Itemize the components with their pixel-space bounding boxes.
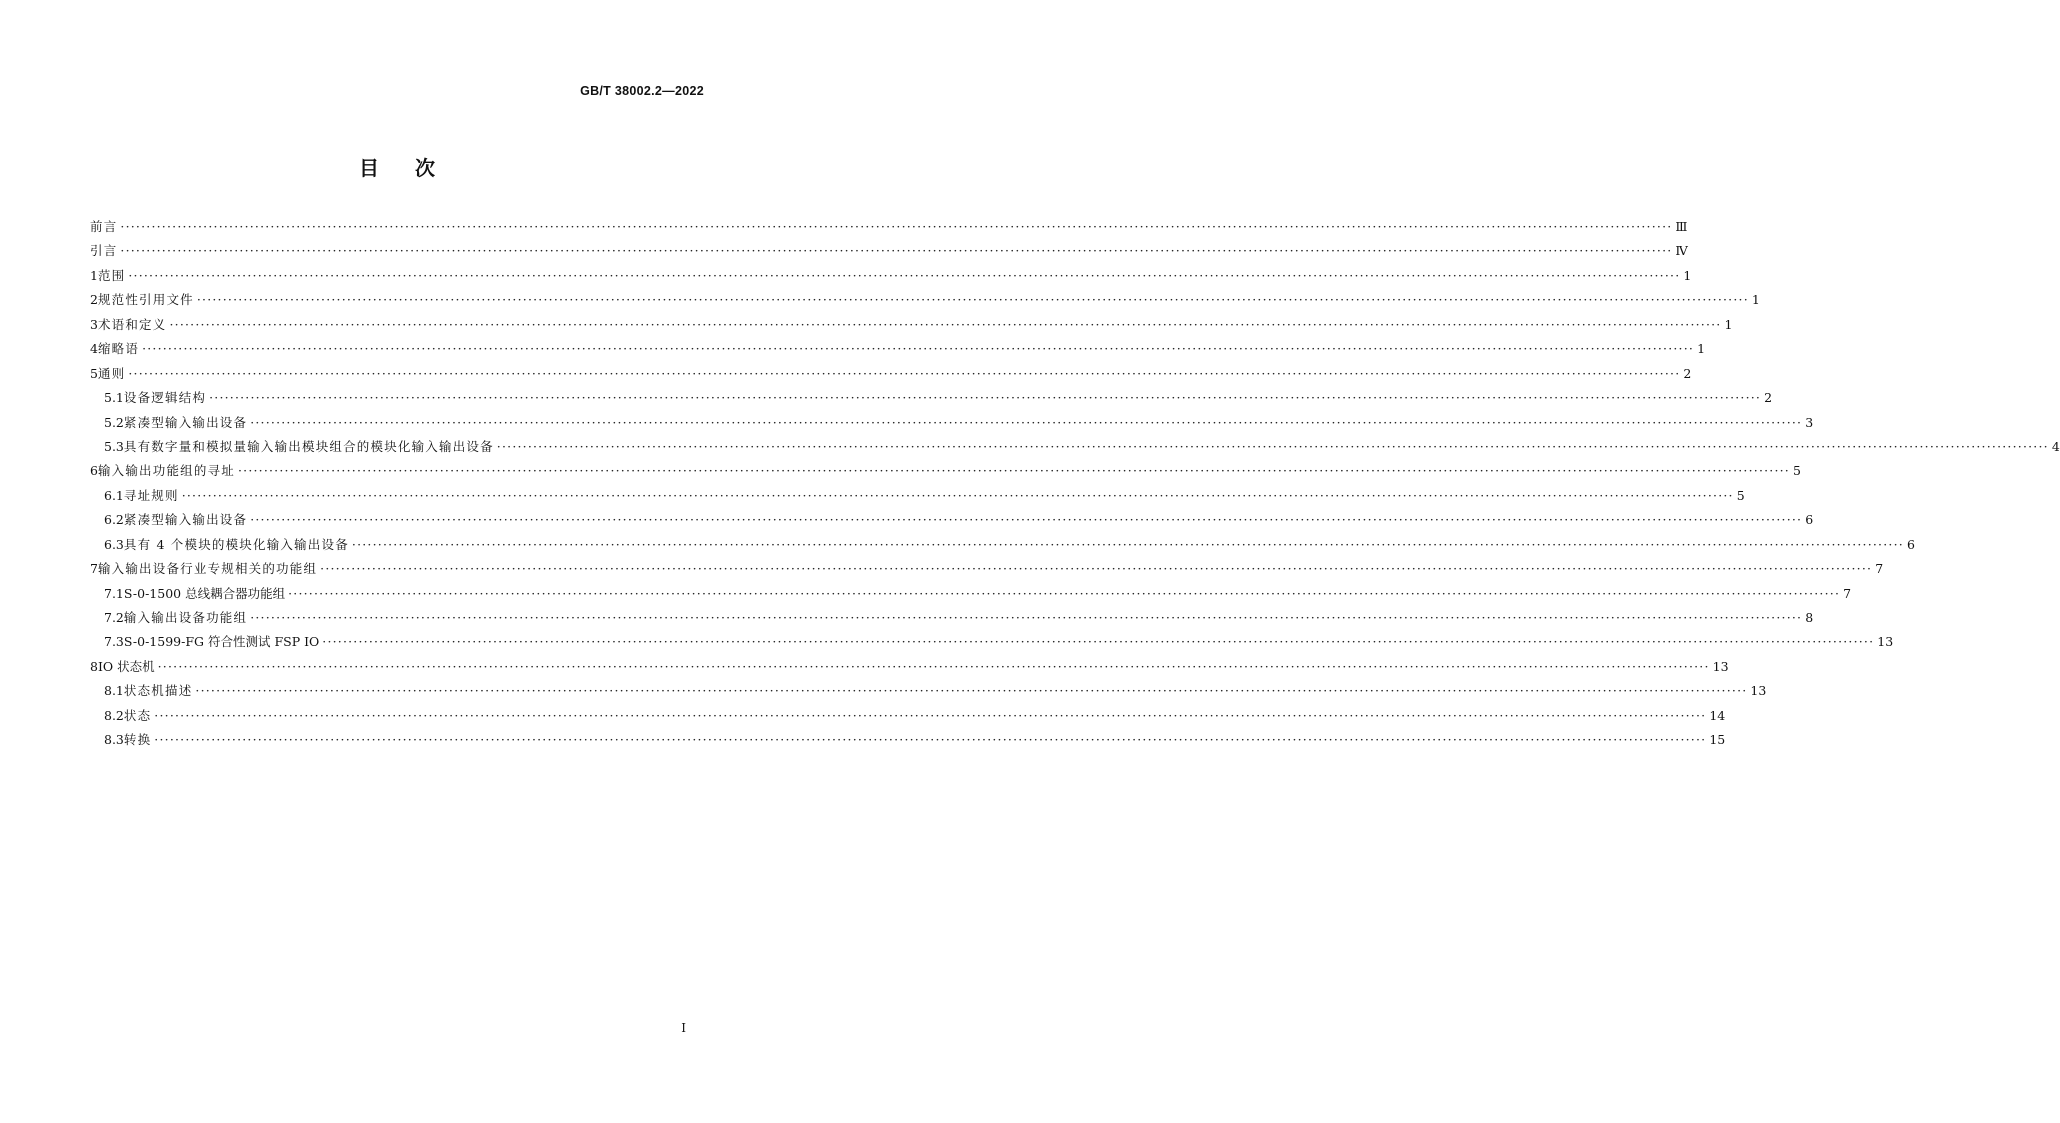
toc-entry[interactable] [90, 508, 1814, 532]
toc-entry[interactable] [90, 533, 1915, 557]
toc-entry[interactable] [90, 704, 1726, 728]
toc-entry-label: 前言 [90, 219, 118, 234]
toc-entry-page: 2 [1764, 390, 1773, 406]
toc-entry-page: 13 [1712, 658, 1729, 674]
toc-entry-number: 6.2 [104, 512, 124, 528]
toc-entry-label: S-0-1500 总线耦合器功能组 [123, 585, 286, 601]
toc-leader-dots: ············································································································································································································································································································ [209, 390, 1762, 406]
toc-entry[interactable] [90, 728, 1726, 752]
toc-leader-dots: ············································································································································································································································································································ [322, 634, 1875, 650]
toc-entry-page: 1 [1751, 292, 1760, 308]
toc-entry[interactable] [90, 337, 1706, 361]
toc-leader-dots: ············································································································································································································································································································ [351, 536, 1904, 552]
toc-entry-label: 输入输出功能组的寻址 [97, 463, 235, 479]
toc-entry-number: 5.3 [104, 438, 124, 454]
toc-entry-page: 13 [1750, 683, 1767, 699]
toc-entry-number: 5.1 [104, 390, 124, 406]
toc-entry-label: 设备逻辑结构 [123, 390, 207, 406]
toc-leader-dots: ············································································································································································································································································································ [250, 610, 1803, 625]
toc-entry[interactable] [90, 630, 1894, 654]
toc-entry-page: Ⅲ [1675, 219, 1688, 234]
toc-entry[interactable] [90, 411, 1814, 435]
toc-leader-dots: ············································································································································································································································································································ [120, 243, 1673, 259]
toc-entry-page: 1 [1697, 341, 1706, 357]
standard-number: GB/T 38002.2—2022 [580, 84, 704, 98]
toc-entry[interactable] [90, 557, 1884, 581]
toc-leader-dots: ············································································································································································································································································································ [154, 707, 1707, 723]
toc-leader-dots: ············································································································································································································································································································ [320, 561, 1873, 577]
toc-entry[interactable] [90, 215, 1688, 239]
toc-entry-page: 13 [1877, 634, 1894, 650]
toc-entry[interactable] [90, 655, 1729, 679]
toc-entry-label: 具有数字量和模拟量输入输出模块组合的模块化输入输出设备 [123, 438, 494, 454]
toc-entry-page: 1 [1683, 267, 1692, 283]
toc-entry[interactable] [90, 362, 1692, 386]
toc-entry-page: Ⅳ [1675, 243, 1688, 259]
toc-entry[interactable] [90, 313, 1733, 337]
toc-entry-number: 8.3 [104, 732, 124, 748]
toc-leader-dots: ············································································································································································································································································································ [237, 463, 1790, 479]
toc-entry-number: 5 [90, 365, 98, 381]
toc-entry[interactable] [90, 484, 1745, 508]
toc-entry-number: 6 [90, 463, 98, 479]
toc-entry-page: 5 [1793, 463, 1801, 479]
toc-leader-dots: ············································································································································································································································································································ [169, 316, 1722, 332]
toc-leader-dots: ············································································································································································································································································································ [157, 658, 1710, 674]
toc-entry-label: 紧凑型输入输出设备 [123, 512, 248, 528]
toc-entry-label: 紧凑型输入输出设备 [123, 414, 248, 430]
toc-entry[interactable] [90, 606, 1814, 630]
toc-entry-number: 1 [90, 267, 98, 283]
toc-entry-label: 输入输出设备行业专规相关的功能组 [97, 561, 318, 577]
toc-entry-page: 1 [1724, 316, 1733, 332]
toc-entry-label: 范围 [97, 267, 126, 283]
toc-leader-dots: ············································································································································································································································································································ [128, 365, 1681, 381]
toc-entry-number: 7.1 [104, 585, 124, 601]
toc-entry-label: 术语和定义 [97, 316, 167, 332]
toc-leader-dots: ············································································································································································································································································································ [195, 683, 1748, 699]
toc-entry-number: 4 [90, 341, 98, 357]
toc-entry-label: IO 状态机 [97, 658, 155, 674]
toc-entry[interactable] [90, 386, 1773, 410]
toc-entry-label: 缩略语 [97, 341, 140, 357]
toc-entry[interactable] [90, 459, 1801, 483]
toc-entry-number: 8.1 [104, 683, 124, 699]
toc-leader-dots: ············································································································································································································································································································ [196, 292, 1749, 308]
toc-entry-label: 状态机描述 [123, 683, 193, 699]
page-number: I [681, 1021, 686, 1035]
toc-leader-dots: ············································································································································································································································································································ [181, 487, 1734, 503]
toc-entry-number: 8.2 [104, 707, 124, 723]
toc-entry-page: 5 [1736, 487, 1745, 503]
toc-entry-number: 6.3 [104, 536, 124, 552]
toc-entry-number: 7 [90, 561, 98, 577]
toc-entry-label: 输入输出设备功能组 [123, 610, 248, 625]
toc-entry-page: 7 [1843, 585, 1852, 601]
toc-leader-dots: ············································································································································································································································································································ [154, 732, 1707, 748]
toc-entry-number: 6.1 [104, 487, 124, 503]
toc-entry-number: 7.2 [104, 610, 124, 625]
toc-entry-page: 7 [1875, 561, 1884, 577]
toc-entry-label: 状态 [123, 707, 152, 723]
toc-leader-dots: ············································································································································································································································································································ [288, 585, 1841, 601]
toc-leader-dots: ············································································································································································································································································································ [496, 438, 2049, 454]
toc-leader-dots: ············································································································································································································································································································ [120, 219, 1673, 234]
toc-entry-label: S-0-1599-FG 符合性测试 FSP IO [123, 634, 320, 650]
toc-entry-label: 通则 [97, 365, 126, 381]
toc-entry[interactable] [90, 435, 2060, 459]
toc-entry-label: 具有 4 个模块的模块化输入输出设备 [123, 536, 349, 552]
toc-entry-page: 8 [1805, 610, 1814, 625]
toc-entry-page: 4 [2051, 438, 2060, 454]
toc-entry-number: 8 [90, 658, 98, 674]
toc-entry[interactable] [90, 239, 1688, 263]
toc-entry-number: 5.2 [104, 414, 124, 430]
toc-entry[interactable] [90, 582, 1852, 606]
toc-entry-page: 3 [1805, 414, 1814, 430]
toc-leader-dots: ············································································································································································································································································································ [250, 414, 1803, 430]
toc-entry[interactable] [90, 679, 1767, 703]
toc-leader-dots: ············································································································································································································································································································ [142, 341, 1695, 357]
toc-entry-page: 2 [1683, 365, 1692, 381]
toc-entry-page: 6 [1906, 536, 1915, 552]
toc-entry-page: 15 [1709, 732, 1726, 748]
toc-entry-label: 引言 [90, 243, 118, 259]
toc-entry-number: 7.3 [104, 634, 124, 650]
toc-entry[interactable] [90, 288, 1760, 312]
page-title: 目次 [359, 156, 471, 180]
toc-entry-label: 寻址规则 [123, 487, 179, 503]
toc-entry-number: 2 [90, 292, 98, 308]
toc-entry-number: 3 [90, 316, 98, 332]
table-of-contents [90, 215, 2060, 753]
toc-entry[interactable] [90, 264, 1692, 288]
toc-entry-page: 14 [1709, 707, 1726, 723]
toc-entry-page: 6 [1805, 512, 1814, 528]
toc-entry-label: 转换 [123, 732, 152, 748]
toc-leader-dots: ············································································································································································································································································································ [128, 267, 1681, 283]
toc-entry-label: 规范性引用文件 [97, 292, 194, 308]
toc-leader-dots: ············································································································································································································································································································ [250, 512, 1803, 528]
